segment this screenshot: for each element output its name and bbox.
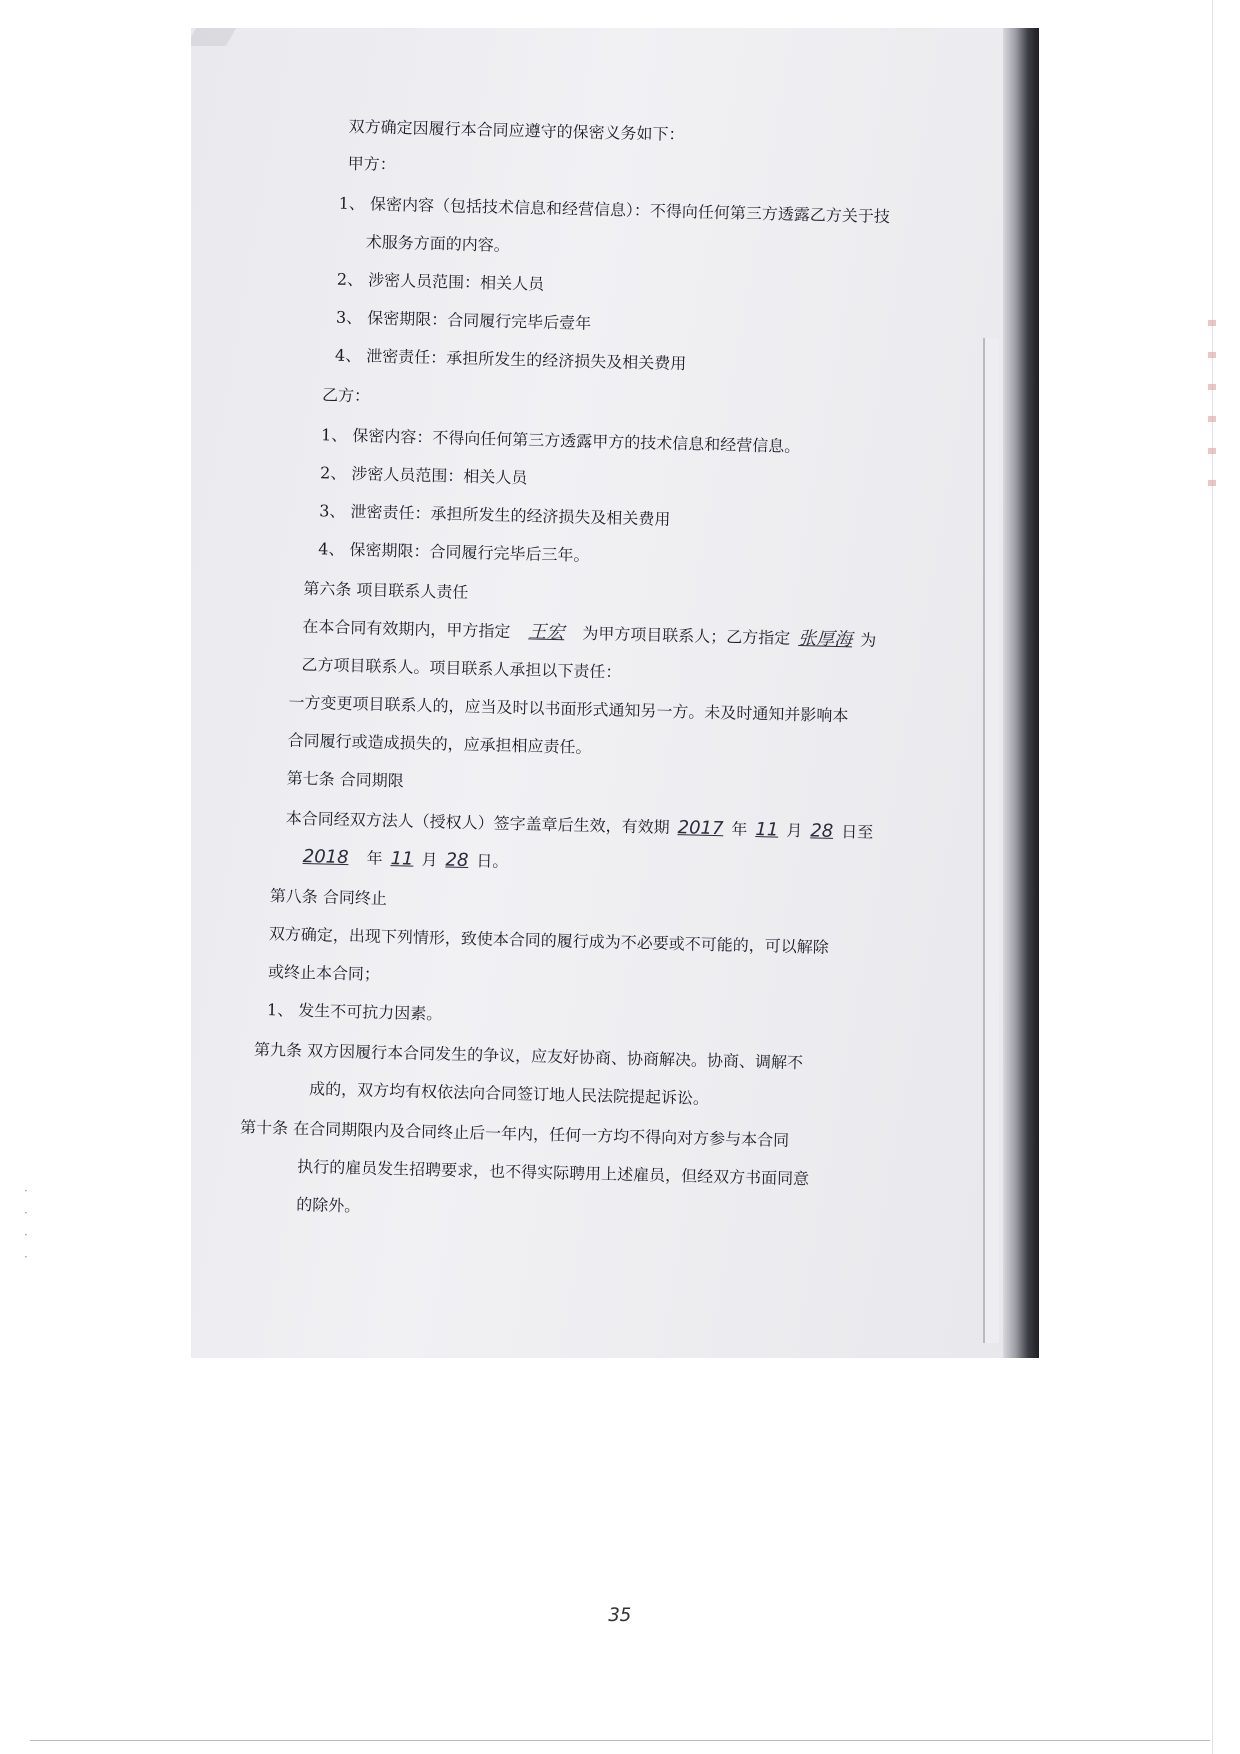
contact-line (302, 617, 876, 651)
handwritten-end-year: 2018 (302, 845, 349, 869)
text-line: 术服务方面的内容。 (365, 232, 511, 255)
text-line: 第九条 双方因履行本合同发生的争议，应友好协商、协商解决。协商、调解不 (253, 1039, 804, 1073)
text-segment: 在本合同有效期内，甲方指定 (302, 616, 511, 641)
text-line: 乙方项目联系人。项目联系人承担以下责任： (301, 654, 622, 682)
text-segment: 日至 (840, 822, 874, 842)
term-line (285, 809, 873, 843)
term-line-2 (285, 847, 509, 872)
text-line: 1、 发生不可抗力因素。 (266, 1000, 443, 1024)
text-line: 双方确定，出现下列情形，致使本合同的履行成为不必要或不可能的，可以解除 (268, 924, 829, 957)
text-line: 一方变更项目联系人的，应当及时以书面形式通知另一方。未及时通知并影响本 (288, 692, 849, 726)
text-line: 执行的雇员发生招聘要求，也不得实际聘用上述雇员，但经双方书面同意 (296, 1156, 810, 1189)
text-line: 第八条 合同终止 (269, 886, 388, 909)
scan-edge-line (1212, 0, 1213, 1754)
text-line: 4、 保密期限：合同履行完毕后三年。 (318, 539, 590, 565)
handwritten-start-year: 2017 (677, 817, 724, 840)
text-line: 1、 保密内容：不得向任何第三方透露甲方的技术信息和经营信息。 (320, 425, 801, 457)
text-line: 第六条 项目联系人责任 (303, 578, 469, 602)
text-segment: 为 (860, 630, 877, 650)
handwritten-party-b-contact: 张厚海 (798, 628, 853, 651)
bottom-scan-line (30, 1740, 1210, 1741)
text-line: 合同履行或造成损失的，应承担相应责任。 (287, 730, 592, 757)
text-segment: 月 (786, 820, 803, 841)
text-segment: 年 (366, 848, 383, 868)
handwritten-party-a-contact: 王宏 (528, 621, 565, 644)
text-line: 双方确定因履行本合同应遵守的保密义务如下： (348, 116, 685, 145)
text-line: 甲方： (347, 153, 396, 175)
text-segment: 年 (731, 819, 748, 839)
contract-text (191, 28, 1039, 1358)
handwritten-start-day: 28 (810, 820, 834, 842)
text-line: 的除外。 (296, 1194, 361, 1216)
text-line: 1、 保密内容（包括技术信息和经营信息）：不得向任何第三方透露乙方关于技 (338, 193, 891, 227)
text-line: 2、 涉密人员范围：相关人员 (319, 463, 528, 488)
text-line: 第七条 合同期限 (286, 768, 404, 791)
text-line: 第十条 在合同期限内及合同终止后一年内，任何一方均不得向对方参与本合同 (239, 1117, 790, 1150)
handwritten-start-month: 11 (755, 819, 779, 841)
margin-specks: · · · · (24, 1184, 28, 1264)
text-line: 成的，双方均有权依法向合同签订地人民法院提起诉讼。 (308, 1079, 710, 1108)
text-line: 3、 保密期限：合同履行完毕后壹年 (335, 307, 592, 333)
text-segment: 本合同经双方法人（授权人）签字盖章后生效，有效期 (285, 808, 670, 837)
text-line: 乙方： (321, 385, 371, 406)
text-line: 4、 泄密责任：承担所发生的经济损失及相关费用 (334, 345, 687, 374)
text-line: 3、 泄密责任：承担所发生的经济损失及相关费用 (319, 501, 671, 529)
text-segment: 日。 (476, 851, 509, 872)
page-number: 35 (608, 1604, 632, 1626)
scanned-contract-page (191, 28, 1039, 1358)
text-line: 2、 涉密人员范围：相关人员 (336, 269, 545, 294)
text-segment: 为甲方项目联系人；乙方指定 (582, 623, 791, 648)
red-seal-edge-marks (1204, 320, 1220, 530)
handwritten-end-month: 11 (390, 848, 414, 870)
text-line: 或终止本合同； (267, 962, 381, 984)
handwritten-end-day: 28 (445, 849, 469, 872)
text-segment: 月 (421, 849, 438, 870)
